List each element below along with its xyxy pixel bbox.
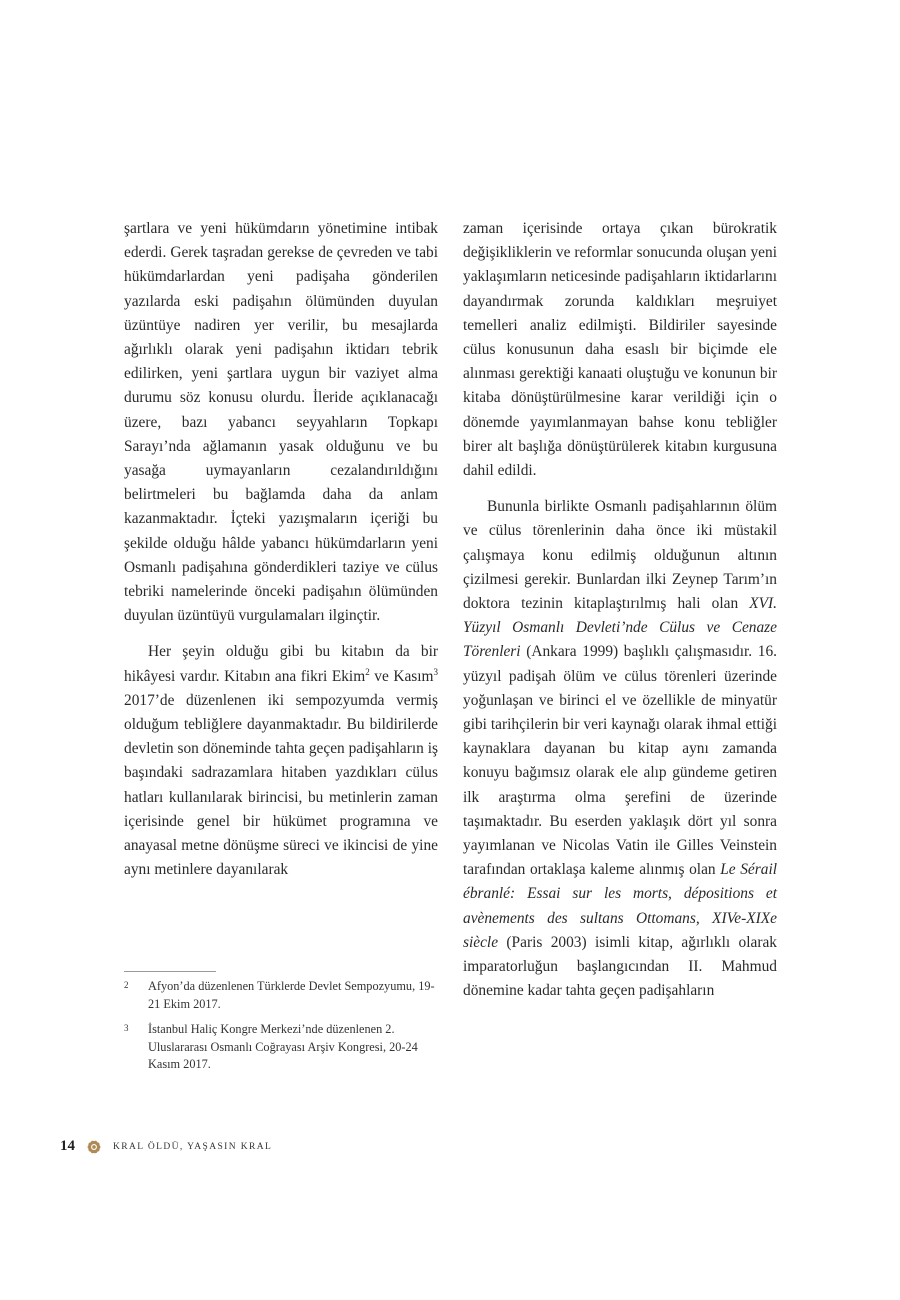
- paragraph: zaman içerisinde ortaya çıkan bürokratik değişikliklerin ve reformlar sonucunda oluşan yeni yaklaşımların neticesinde padişahların iktidarlarını dayandırmak zorunda kaldıkları meşruiyet temelleri analiz edilmişti. Bildiriler sayesinde cülus konusunun daha esaslı bir biçimde ele alınması gerektiği kanaati oluştuğu ve konunun bir kitaba dönüştürülmesine karar verildiği için o dönemde yayımlanmayan bahse konu tebliğler birer alt başlığa dönüştürülerek kitabın kurgusuna dahil edildi.: [463, 220, 777, 480]
- left-column: [124, 217, 438, 882]
- footnote-divider: [124, 971, 216, 972]
- paragraph-text: Her şeyin olduğu gibi bu kitabın da bir hikâyesi vardır. Kitabın ana fikri Ekim: [124, 643, 438, 685]
- footnotes: [124, 971, 438, 1082]
- footnote-ref[interactable]: 3: [433, 666, 439, 677]
- footnote: [124, 978, 438, 1013]
- right-column: [463, 217, 777, 1004]
- paragraph-text: (Paris 2003) isimli kitap, ağırlıklı olarak imparatorluğun başlangıcından II. Mahmud dönemine kadar tahta geçen padişahların: [463, 933, 777, 1000]
- footnote-text: Afyon’da düzenlenen Türklerde Devlet Sempozyumu, 19-21 Ekim 2017.: [148, 979, 435, 1011]
- paragraph-text: ve Kasım: [369, 667, 434, 685]
- page-footer: [60, 1138, 272, 1155]
- footnote-text: İstanbul Haliç Kongre Merkezi’nde düzenlenen 2. Uluslararası Osmanlı Coğrayası Arşiv Kongresi, 20-24 Kasım 2017.: [148, 1022, 418, 1072]
- footnote-number: 2: [124, 980, 129, 990]
- running-title: KRAL ÖLDÜ, YAŞASIN KRAL: [113, 1141, 273, 1152]
- book-title: XVI. Yüzyıl Osmanlı Devleti’nde Cülus ve Cenaze Törenleri: [463, 595, 777, 661]
- paragraph-text: (Ankara 1999) başlıklı çalışmasıdır. 16. yüzyıl padişah ölüm ve cülus törenleri üzerinde yoğunlaşan ve birinci el ve özellikle de minyatür gibi tarihçilerin bir veri kaynağı olarak ihmal ettiği kaynaklara dayanan bu kitap aynı zamanda konuyu bağımsız olarak ele alıp gündeme getiren ilk araştırma olma şerefini de üzerinde taşımaktadır. Bu eserden yaklaşık dört yıl sonra yayımlanan ve Nicolas Vatin ile Gilles Veinstein tarafından ortaklaşa kaleme alınmış olan: [463, 643, 777, 879]
- paragraph: [463, 495, 777, 1003]
- footnote-ref[interactable]: 2: [365, 666, 370, 677]
- book-title: Le Sérail ébranlé: Essai sur les morts, dépositions et avènements des sultans Ottomans, XIVe-XIXe siècle: [463, 861, 777, 951]
- rosette-icon: [87, 1140, 101, 1154]
- paragraph: şartlara ve yeni hükümdarın yönetimine intibak ederdi. Gerek taşradan gerekse de çevreden ve tabi hükümdarlardan yeni padişaha gönderilen yazılarda eski padişahın ölümünden duyulan üzüntüye nadiren yer verilir, bu mesajlarda ağırlıklı olarak yeni padişahın iktidarı tebrik edilirken, yeni şartlara uygun bir vaziyet alma durumu söz konusu olurdu. İleride açıklanacağı üzere, bazı yabancı seyyahların Topkapı Sarayı’nda ağlamanın yasak olduğunu ve bu yasağa uymayanların cezalandırıldığını belirtmeleri bu bağlamda daha da anlam kazanmaktadır. İçteki yazışmaların içeriği bu şekilde olduğu hâlde yabancı hükümdarların yeni Osmanlı padişahına gönderdikleri taziye ve cülus tebriki namelerinde önceki padişahın ölümünden duyulan üzüntüyü vurgulamaları ilginçtir.: [124, 220, 438, 625]
- paragraph-text: Bununla birlikte Osmanlı padişahlarının ölüm ve cülus törenlerinin daha önce iki müstakil çalışmaya konu edilmiş olduğunun altının çizilmesi gerekir. Bunlardan ilki Zeynep Tarım’ın doktora tezinin kitaplaştırılmış hali olan: [463, 498, 777, 613]
- paragraph: [124, 640, 438, 882]
- footnote-number: 3: [124, 1023, 129, 1034]
- page-number: 14: [60, 1138, 75, 1154]
- footnote: [124, 1021, 438, 1074]
- paragraph-text: 2017’de düzenlenen iki sempozyumda vermiş olduğum tebliğlere dayanmaktadır. Bu bildirilerde devletin son döneminde tahta geçen padişahların iş başındaki sadrazamlara hitaben yazdıkları cülus hatları kullanılarak birincisi, bu metinlerin zaman içerisinde genel bir hükümet programına ve anayasal metne dönüşme süreci ve ikincisi de yine aynı metinlere dayanılarak: [124, 691, 438, 879]
